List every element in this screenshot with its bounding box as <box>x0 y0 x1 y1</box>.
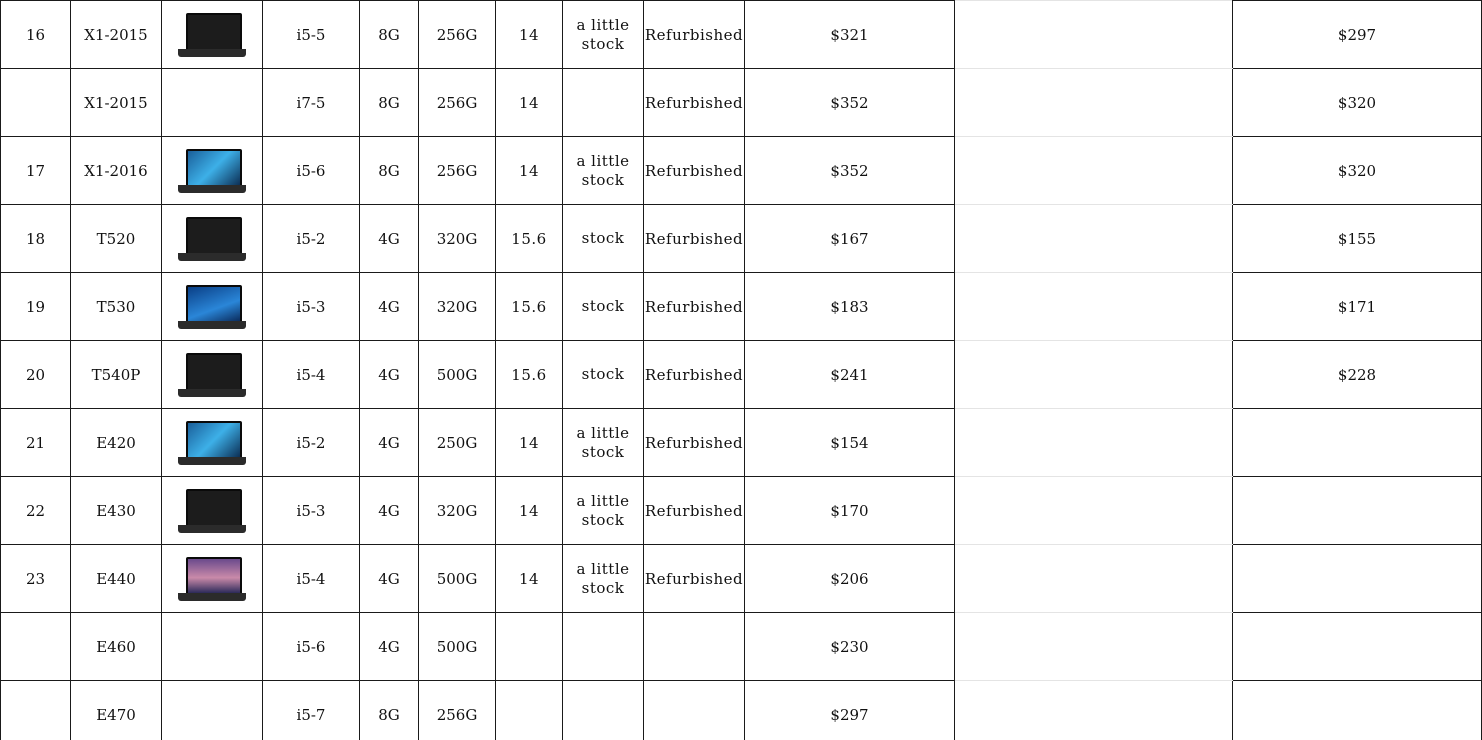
cell-ram[interactable] <box>360 137 419 205</box>
cell-price[interactable] <box>745 477 955 545</box>
cell-storage-text: 500G <box>436 637 478 656</box>
cell-price[interactable] <box>745 613 955 681</box>
cell-ram[interactable] <box>360 273 419 341</box>
cell-photo[interactable] <box>162 205 263 273</box>
table-row <box>1 477 1482 545</box>
cell-storage[interactable] <box>419 341 496 409</box>
table-row <box>1 681 1482 740</box>
cell-model-text: E470 <box>96 705 136 724</box>
cell-ram-text: 4G <box>378 569 400 588</box>
cell-ram[interactable] <box>360 1 419 69</box>
cell-condition-text: Refurbished <box>644 93 744 112</box>
cell-screen-size[interactable] <box>496 681 563 740</box>
cell-stock-text: a little stock <box>576 491 630 529</box>
cell-stock-text: a little stock <box>576 151 630 189</box>
cell-photo[interactable] <box>162 1 263 69</box>
cell-screen-size[interactable] <box>496 613 563 681</box>
cell-note[interactable] <box>955 341 1233 409</box>
cell-price-2[interactable] <box>1233 545 1482 613</box>
cell-screen-size[interactable] <box>496 205 563 273</box>
cell-price-2-text: $297 <box>1337 25 1377 44</box>
cell-storage-text: 256G <box>436 25 478 44</box>
cell-price-text: $170 <box>830 501 869 520</box>
laptop-screen <box>186 353 242 391</box>
cell-screen-size[interactable] <box>496 545 563 613</box>
cell-screen-size-text: 14 <box>518 25 540 44</box>
cell-screen-size-text: 14 <box>518 93 540 112</box>
cell-item-number[interactable] <box>1 409 71 477</box>
laptop-screen <box>186 489 242 527</box>
cell-stock[interactable] <box>563 137 644 205</box>
cell-cpu[interactable] <box>263 1 360 69</box>
cell-screen-size[interactable] <box>496 137 563 205</box>
cell-cpu-text: i5-7 <box>296 705 326 724</box>
laptop-keyboard <box>178 593 246 601</box>
cell-price[interactable] <box>745 1 955 69</box>
cell-storage[interactable] <box>419 69 496 137</box>
cell-model[interactable] <box>71 137 162 205</box>
cell-stock[interactable] <box>563 613 644 681</box>
cell-price-2[interactable] <box>1233 205 1482 273</box>
cell-note[interactable] <box>955 137 1233 205</box>
cell-photo[interactable] <box>162 341 263 409</box>
cell-model-text: T530 <box>96 297 136 316</box>
cell-condition-text: Refurbished <box>644 501 744 520</box>
cell-photo[interactable] <box>162 409 263 477</box>
cell-model[interactable] <box>71 681 162 740</box>
cell-price[interactable] <box>745 273 955 341</box>
cell-item-number[interactable] <box>1 69 71 137</box>
laptop-screen <box>186 149 242 187</box>
cell-cpu-text: i5-3 <box>296 297 326 316</box>
laptop-photo-icon <box>176 7 248 63</box>
cell-price-2-text: $228 <box>1337 365 1377 384</box>
laptop-keyboard <box>178 253 246 261</box>
cell-price-text: $167 <box>830 229 869 248</box>
cell-note[interactable] <box>955 69 1233 137</box>
cell-price[interactable] <box>745 205 955 273</box>
cell-model-text: E440 <box>96 569 136 588</box>
cell-price-2[interactable] <box>1233 681 1482 740</box>
cell-ram[interactable] <box>360 545 419 613</box>
cell-stock[interactable] <box>563 1 644 69</box>
cell-note[interactable] <box>955 1 1233 69</box>
cell-photo[interactable] <box>162 69 263 137</box>
cell-cpu[interactable] <box>263 681 360 740</box>
cell-item-number-text: 23 <box>25 569 46 588</box>
cell-condition-text: Refurbished <box>644 297 744 316</box>
table-row <box>1 69 1482 137</box>
cell-condition[interactable] <box>644 205 745 273</box>
cell-screen-size-text: 14 <box>518 433 540 452</box>
cell-price-2[interactable] <box>1233 137 1482 205</box>
cell-storage-text: 320G <box>436 501 478 520</box>
cell-storage-text: 500G <box>436 569 478 588</box>
cell-ram-text: 4G <box>378 297 400 316</box>
cell-price-2[interactable] <box>1233 341 1482 409</box>
cell-stock-text: a little stock <box>576 559 630 597</box>
cell-storage-text: 320G <box>436 229 478 248</box>
cell-screen-size-text: 14 <box>518 501 540 520</box>
cell-ram-text: 8G <box>378 93 400 112</box>
cell-price[interactable] <box>745 137 955 205</box>
cell-model-text: X1-2015 <box>84 93 148 112</box>
laptop-screen <box>186 557 242 595</box>
cell-price-text: $352 <box>830 93 869 112</box>
cell-price-2[interactable] <box>1233 409 1482 477</box>
laptop-photo-icon <box>176 143 248 199</box>
cell-condition[interactable] <box>644 613 745 681</box>
table-row <box>1 1 1482 69</box>
cell-item-number[interactable] <box>1 681 71 740</box>
cell-cpu[interactable] <box>263 137 360 205</box>
cell-note[interactable] <box>955 681 1233 740</box>
cell-item-number[interactable] <box>1 545 71 613</box>
cell-item-number[interactable] <box>1 205 71 273</box>
cell-condition-text: Refurbished <box>644 433 744 452</box>
cell-screen-size[interactable] <box>496 69 563 137</box>
cell-price-2[interactable] <box>1233 1 1482 69</box>
cell-item-number[interactable] <box>1 273 71 341</box>
cell-screen-size[interactable] <box>496 477 563 545</box>
cell-item-number-text: 18 <box>25 229 46 248</box>
cell-item-number[interactable] <box>1 613 71 681</box>
cell-condition[interactable] <box>644 1 745 69</box>
cell-item-number[interactable] <box>1 477 71 545</box>
laptop-keyboard <box>178 389 246 397</box>
cell-model-text: T540P <box>91 365 141 384</box>
cell-screen-size-text: 14 <box>518 569 540 588</box>
cell-ram[interactable] <box>360 205 419 273</box>
cell-screen-size[interactable] <box>496 1 563 69</box>
cell-storage-text: 256G <box>436 161 478 180</box>
laptop-keyboard <box>178 49 246 57</box>
laptop-photo-icon <box>176 415 248 471</box>
cell-price[interactable] <box>745 69 955 137</box>
cell-cpu[interactable] <box>263 613 360 681</box>
cell-model[interactable] <box>71 341 162 409</box>
laptop-photo-icon <box>176 347 248 403</box>
cell-item-number[interactable] <box>1 341 71 409</box>
cell-ram-text: 4G <box>378 229 400 248</box>
cell-storage[interactable] <box>419 409 496 477</box>
cell-storage-text: 500G <box>436 365 478 384</box>
cell-cpu-text: i5-6 <box>296 637 326 656</box>
cell-cpu[interactable] <box>263 409 360 477</box>
cell-item-number-text: 16 <box>25 25 46 44</box>
cell-model-text: T520 <box>96 229 136 248</box>
cell-photo[interactable] <box>162 273 263 341</box>
cell-cpu-text: i5-2 <box>296 433 326 452</box>
table-body <box>1 1 1482 740</box>
cell-screen-size-text: 14 <box>518 161 540 180</box>
cell-storage[interactable] <box>419 613 496 681</box>
cell-stock[interactable] <box>563 341 644 409</box>
cell-item-number-text: 21 <box>25 433 46 452</box>
laptop-keyboard <box>178 457 246 465</box>
cell-screen-size[interactable] <box>496 273 563 341</box>
laptop-screen <box>186 421 242 459</box>
cell-model[interactable] <box>71 613 162 681</box>
cell-cpu-text: i5-4 <box>296 365 326 384</box>
cell-item-number-text: 17 <box>25 161 46 180</box>
cell-stock-text: stock <box>581 297 625 315</box>
cell-ram[interactable] <box>360 681 419 740</box>
cell-storage[interactable] <box>419 477 496 545</box>
cell-condition[interactable] <box>644 341 745 409</box>
table-row <box>1 409 1482 477</box>
cell-photo[interactable] <box>162 477 263 545</box>
cell-photo[interactable] <box>162 137 263 205</box>
cell-screen-size-text: 15.6 <box>511 297 547 316</box>
cell-price-2-text: $320 <box>1337 93 1377 112</box>
cell-price-text: $183 <box>830 297 869 316</box>
cell-condition[interactable] <box>644 137 745 205</box>
cell-stock[interactable] <box>563 273 644 341</box>
cell-note[interactable] <box>955 273 1233 341</box>
cell-storage-text: 256G <box>436 93 478 112</box>
laptop-keyboard <box>178 525 246 533</box>
cell-condition-text: Refurbished <box>644 365 744 384</box>
laptop-keyboard <box>178 185 246 193</box>
cell-stock[interactable] <box>563 681 644 740</box>
cell-condition[interactable] <box>644 273 745 341</box>
cell-storage[interactable] <box>419 273 496 341</box>
cell-condition[interactable] <box>644 545 745 613</box>
cell-model-text: E460 <box>96 637 136 656</box>
cell-model[interactable] <box>71 205 162 273</box>
cell-model[interactable] <box>71 273 162 341</box>
cell-price-2-text: $171 <box>1337 297 1377 316</box>
cell-price-text: $206 <box>830 569 869 588</box>
cell-stock[interactable] <box>563 545 644 613</box>
cell-item-number[interactable] <box>1 137 71 205</box>
cell-price-text: $297 <box>830 705 869 724</box>
cell-ram-text: 4G <box>378 501 400 520</box>
cell-price-text: $321 <box>830 25 869 44</box>
cell-model-text: E430 <box>96 501 136 520</box>
cell-storage[interactable] <box>419 205 496 273</box>
cell-price-2[interactable] <box>1233 477 1482 545</box>
cell-model[interactable] <box>71 1 162 69</box>
cell-storage-text: 250G <box>436 433 478 452</box>
cell-condition[interactable] <box>644 409 745 477</box>
cell-ram[interactable] <box>360 409 419 477</box>
cell-note[interactable] <box>955 613 1233 681</box>
cell-price-2[interactable] <box>1233 613 1482 681</box>
cell-stock[interactable] <box>563 409 644 477</box>
cell-price[interactable] <box>745 681 955 740</box>
cell-condition-text: Refurbished <box>644 569 744 588</box>
cell-cpu-text: i5-5 <box>296 25 326 44</box>
laptop-photo-icon <box>176 551 248 607</box>
laptop-photo-icon <box>176 279 248 335</box>
cell-stock[interactable] <box>563 477 644 545</box>
cell-condition[interactable] <box>644 477 745 545</box>
cell-note[interactable] <box>955 545 1233 613</box>
cell-ram-text: 4G <box>378 637 400 656</box>
cell-cpu[interactable] <box>263 273 360 341</box>
cell-item-number[interactable] <box>1 1 71 69</box>
cell-model[interactable] <box>71 69 162 137</box>
cell-model-text: X1-2015 <box>84 25 148 44</box>
cell-ram[interactable] <box>360 69 419 137</box>
cell-item-number-text: 19 <box>25 297 46 316</box>
cell-ram-text: 8G <box>378 161 400 180</box>
cell-storage-text: 320G <box>436 297 478 316</box>
cell-storage[interactable] <box>419 137 496 205</box>
cell-stock-text: a little stock <box>576 423 630 461</box>
cell-ram[interactable] <box>360 613 419 681</box>
cell-ram[interactable] <box>360 341 419 409</box>
cell-item-number-text: 20 <box>25 365 46 384</box>
cell-storage[interactable] <box>419 681 496 740</box>
cell-price-text: $154 <box>830 433 869 452</box>
cell-cpu[interactable] <box>263 477 360 545</box>
cell-model[interactable] <box>71 477 162 545</box>
cell-price[interactable] <box>745 545 955 613</box>
laptop-keyboard <box>178 321 246 329</box>
cell-condition[interactable] <box>644 69 745 137</box>
laptop-screen <box>186 217 242 255</box>
cell-cpu-text: i5-3 <box>296 501 326 520</box>
cell-storage-text: 256G <box>436 705 478 724</box>
cell-price-2-text: $155 <box>1337 229 1377 248</box>
cell-stock[interactable] <box>563 205 644 273</box>
cell-note[interactable] <box>955 205 1233 273</box>
cell-ram-text: 4G <box>378 365 400 384</box>
cell-cpu-text: i5-2 <box>296 229 326 248</box>
table-row <box>1 613 1482 681</box>
cell-storage[interactable] <box>419 545 496 613</box>
cell-price-2[interactable] <box>1233 273 1482 341</box>
cell-photo[interactable] <box>162 681 263 740</box>
cell-screen-size-text: 15.6 <box>511 365 547 384</box>
cell-price-2[interactable] <box>1233 69 1482 137</box>
cell-screen-size[interactable] <box>496 409 563 477</box>
cell-cpu[interactable] <box>263 69 360 137</box>
cell-ram-text: 4G <box>378 433 400 452</box>
table-row <box>1 273 1482 341</box>
cell-price[interactable] <box>745 409 955 477</box>
table-row <box>1 341 1482 409</box>
cell-cpu-text: i5-6 <box>296 161 326 180</box>
cell-cpu[interactable] <box>263 341 360 409</box>
cell-ram[interactable] <box>360 477 419 545</box>
cell-cpu[interactable] <box>263 205 360 273</box>
cell-photo[interactable] <box>162 613 263 681</box>
laptop-screen <box>186 13 242 51</box>
cell-note[interactable] <box>955 409 1233 477</box>
cell-cpu-text: i7-5 <box>296 93 326 112</box>
cell-ram-text: 8G <box>378 25 400 44</box>
cell-screen-size[interactable] <box>496 341 563 409</box>
cell-model[interactable] <box>71 545 162 613</box>
laptop-photo-icon <box>176 211 248 267</box>
cell-condition-text: Refurbished <box>644 229 744 248</box>
cell-ram-text: 8G <box>378 705 400 724</box>
cell-model-text: E420 <box>96 433 136 452</box>
table-row <box>1 545 1482 613</box>
cell-cpu-text: i5-4 <box>296 569 326 588</box>
cell-cpu[interactable] <box>263 545 360 613</box>
cell-price-text: $241 <box>830 365 869 384</box>
cell-stock-text: a little stock <box>576 15 630 53</box>
cell-condition-text: Refurbished <box>644 161 744 180</box>
cell-price-text: $352 <box>830 161 869 180</box>
cell-photo[interactable] <box>162 545 263 613</box>
cell-note[interactable] <box>955 477 1233 545</box>
cell-item-number-text: 22 <box>25 501 46 520</box>
cell-model-text: X1-2016 <box>84 161 148 180</box>
cell-stock-text: stock <box>581 229 625 247</box>
cell-price[interactable] <box>745 341 955 409</box>
cell-condition[interactable] <box>644 681 745 740</box>
cell-price-2-text: $320 <box>1337 161 1377 180</box>
cell-model[interactable] <box>71 409 162 477</box>
table-row <box>1 137 1482 205</box>
cell-stock[interactable] <box>563 69 644 137</box>
laptop-photo-icon <box>176 483 248 539</box>
table-row <box>1 205 1482 273</box>
cell-condition-text: Refurbished <box>644 25 744 44</box>
cell-price-text: $230 <box>830 637 869 656</box>
cell-screen-size-text: 15.6 <box>511 229 547 248</box>
cell-storage[interactable] <box>419 1 496 69</box>
cell-stock-text: stock <box>581 365 625 383</box>
laptop-screen <box>186 285 242 323</box>
